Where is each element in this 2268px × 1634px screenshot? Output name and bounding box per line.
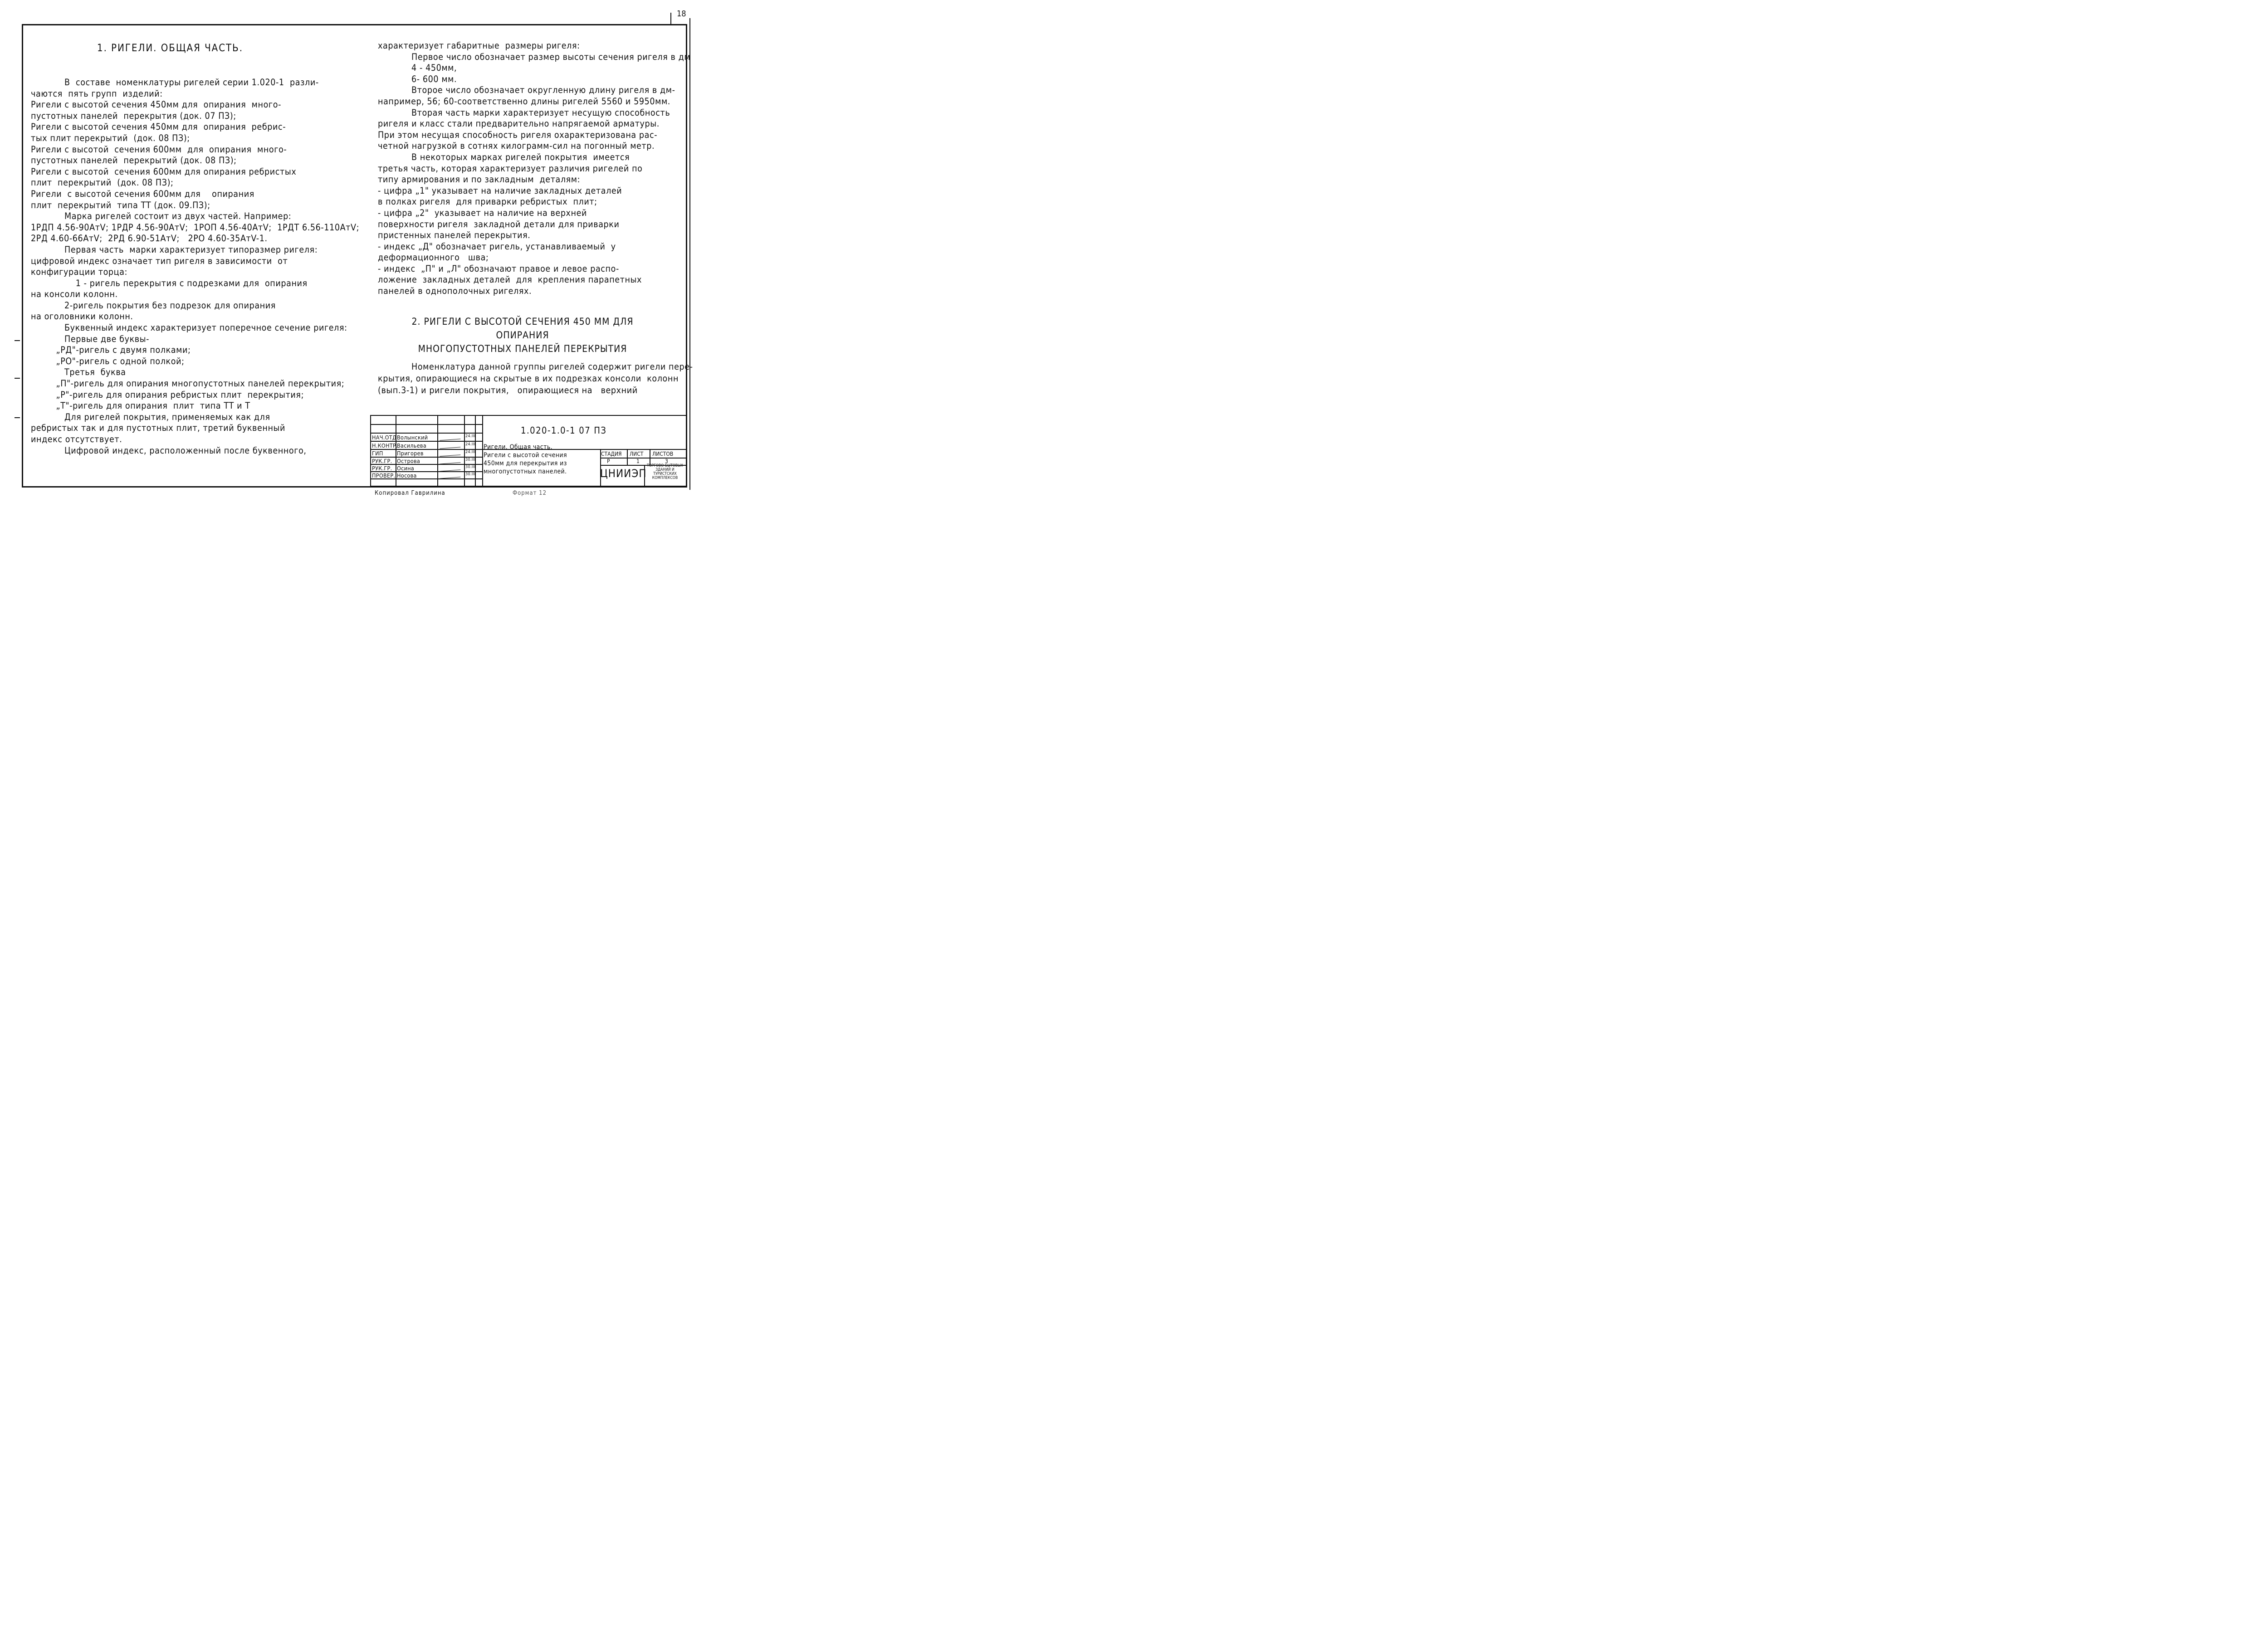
role-label: Н.КОНТР. xyxy=(372,442,398,449)
sign-date: 24.III xyxy=(465,442,475,447)
signature xyxy=(440,441,461,449)
role-label: ГИП xyxy=(372,450,383,457)
right-text-line: - цифра „2" указывает на наличие на верхней xyxy=(378,207,587,218)
sheet-value: 1 xyxy=(636,458,640,464)
right-text-line: четной нагрузкой в сотнях килограмм-сил на погонный метр. xyxy=(378,141,655,151)
left-text-line: чаются пять групп изделий: xyxy=(31,88,163,99)
section-heading-1: 1. РИГЕЛИ. ОБЩАЯ ЧАСТЬ. xyxy=(97,43,243,54)
sign-date: 30.III xyxy=(465,458,475,462)
left-text-line: пустотных панелей перекрытий (док. 08 ПЗ); xyxy=(31,155,237,166)
left-text-line: Ригели с высотой сечения 450мм для опирания ребрис- xyxy=(31,122,286,132)
person-name: Осина xyxy=(397,465,415,472)
sheet-number-divider xyxy=(670,13,671,24)
left-text-line: Первая часть марки характеризует типоразмер ригеля: xyxy=(31,244,318,255)
section-heading-2-line: 2. РИГЕЛИ С ВЫСОТОЙ СЕЧЕНИЯ 450 ММ ДЛЯ ОПИРАНИЯ xyxy=(411,316,634,341)
section-heading-2 xyxy=(402,315,643,356)
section-heading-2-line: МНОГОПУСТОТНЫХ ПАНЕЛЕЙ ПЕРЕКРЫТИЯ xyxy=(418,343,627,354)
sheet-number: 18 xyxy=(677,9,686,19)
organization-name: ЦНИИЭП xyxy=(600,467,647,480)
sign-date: 24.III xyxy=(465,434,475,439)
left-text-line: „Р"-ригель для опирания ребристых плит перекрытия; xyxy=(31,389,304,400)
right-text-line: - цифра „1" указывает на наличие закладных деталей xyxy=(378,185,622,196)
sign-date: 30.III xyxy=(465,465,475,469)
section-2-line: (вып.3-1) и ригели покрытия, опирающиеся на верхний xyxy=(378,385,638,395)
left-text-line: тых плит перекрытий (док. 08 ПЗ); xyxy=(31,132,190,143)
right-text-line: третья часть, которая характеризует различия ригелей по xyxy=(378,163,643,174)
margin-tick xyxy=(15,378,20,379)
sheets-value: 3 xyxy=(665,458,668,464)
document-title-line: Ригели с высотой сечения xyxy=(484,452,567,459)
right-text-line: 4 - 450мм, xyxy=(378,63,457,73)
right-text-line: пристенных панелей перекрытия. xyxy=(378,230,531,241)
left-text-line: индекс отсутствует. xyxy=(31,434,122,444)
right-text-line: При этом несущая способность ригеля охарактеризована рас- xyxy=(378,129,658,140)
title-block xyxy=(370,415,687,486)
left-text-line: на оголовники колонн. xyxy=(31,311,133,322)
role-label: РУК.ГР. xyxy=(372,458,392,464)
left-text-line: ребристых так и для пустотных плит, третий буквенный xyxy=(31,423,285,434)
left-text-line: Марка ригелей состоит из двух частей. Например: xyxy=(31,211,292,222)
left-text-line: Первые две буквы- xyxy=(31,333,150,344)
sign-date: 30.III xyxy=(465,472,475,477)
right-text-line: - индекс „Д" обозначает ригель, устанавливаемый у xyxy=(378,241,616,252)
copied-by: Копировал Гаврилина xyxy=(375,490,445,497)
left-text-line: плит перекрытий (док. 08 ПЗ); xyxy=(31,177,174,188)
signature xyxy=(440,471,461,478)
signature xyxy=(440,464,461,471)
person-name: Васильева xyxy=(397,442,427,449)
left-text-line: Цифровой индекс, расположенный после буквенного, xyxy=(31,445,307,456)
right-text-line: в полках ригеля для приварки ребристых плит; xyxy=(378,196,597,207)
left-text-line: плит перекрытий типа ТТ (док. 09.ПЗ); xyxy=(31,200,210,210)
person-name: Носова xyxy=(397,472,417,479)
right-text-line: 6- 600 мм. xyxy=(378,73,457,84)
section-2-paragraph xyxy=(378,361,693,396)
right-text-line: типу армирования и по закладным деталям: xyxy=(378,174,581,185)
left-text-line: Ригели с высотой сечения 600мм для опирания xyxy=(31,188,254,199)
left-text-line: 1РДП 4.56-90АтV; 1РДР 4.56-90АтV; 1РОП 4.56-40АтV; 1РДТ 6.56-110АтV; xyxy=(31,222,360,233)
left-text-line: на консоли колонн. xyxy=(31,289,118,300)
sign-date: 24.III xyxy=(465,450,475,454)
left-text-line: Ригели с высотой сечения 450мм для опирания много- xyxy=(31,99,281,110)
sheet-format: Формат 12 xyxy=(513,490,547,497)
left-text-line: цифровой индекс означает тип ригеля в зависимости от xyxy=(31,255,288,266)
left-text-line: 1 - ригель перекрытия с подрезками для опирания xyxy=(31,278,308,288)
left-text-line: Ригели с высотой сечения 600мм для опирания много- xyxy=(31,144,287,155)
left-text-line: 2РД 4.60-66АтV; 2РД 6.90-51АтV; 2РО 4.60-35АтV-1. xyxy=(31,233,268,244)
right-text-line: деформационного шва; xyxy=(378,252,489,263)
right-text-line: панелей в однополочных ригелях. xyxy=(378,286,532,297)
left-text-line: 2-ригель покрытия без подрезок для опирания xyxy=(31,300,276,311)
left-text-line: пустотных панелей перекрытия (док. 07 ПЗ); xyxy=(31,110,236,121)
right-text-line: ложение закладных деталей для крепления парапетных xyxy=(378,274,642,285)
right-text-line: - индекс „П" и „Л" обозначают правое и левое распо- xyxy=(378,263,619,274)
right-text-line: Первое число обозначает размер высоты сечения ригеля в дм xyxy=(378,51,691,62)
signature xyxy=(440,449,461,456)
stage-label: СТАДИЯ xyxy=(601,451,622,457)
left-text-line: Для ригелей покрытия, применяемых как для xyxy=(31,411,270,422)
left-text-line: В составе номенклатуры ригелей серии 1.020-1 разли- xyxy=(31,77,319,88)
left-text-line: „РО"-ригель с одной полкой; xyxy=(31,356,185,366)
left-text-line: Третья буква xyxy=(31,367,126,378)
stage-value: Р xyxy=(607,458,610,464)
document-title-line: многопустотных панелей. xyxy=(484,468,567,475)
section-2-line: крытия, опирающиеся на скрытые в их подрезках консоли колонн xyxy=(378,373,679,384)
left-text-line: Буквенный индекс характеризует поперечное сечение ригеля: xyxy=(31,322,347,333)
organization-full-name: ТОРГОВО-БЫТОВЫХ ЗДАНИЙ И ТУРИСТСКИХ КОМПЛЕКСОВ xyxy=(647,463,683,480)
document-title-line: Ригели. Общая часть. xyxy=(484,444,553,451)
right-text-line: характеризует габаритные размеры ригеля: xyxy=(378,40,580,51)
section-2-line: Номенклатура данной группы ригелей содержит ригели пере- xyxy=(378,361,693,372)
signature xyxy=(440,457,461,464)
margin-tick xyxy=(15,417,20,418)
left-text-line: Ригели с высотой сечения 600мм для опирания ребристых xyxy=(31,166,297,177)
right-text-line: Второе число обозначает округленную длину ригеля в дм- xyxy=(378,85,675,96)
sheets-label: ЛИСТОВ xyxy=(652,451,674,457)
role-label: РУК.ГР. xyxy=(372,465,392,472)
document-title-line: 450мм для перекрытия из xyxy=(484,460,567,467)
left-text-line: „РД"-ригель с двумя полками; xyxy=(31,345,191,356)
role-label: ПРОВЕР. xyxy=(372,472,396,479)
right-text-line: В некоторых марках ригелей покрытия имеется xyxy=(378,151,630,162)
signature xyxy=(440,433,461,440)
right-column-text xyxy=(378,40,690,297)
person-name: Острова xyxy=(397,458,420,464)
left-column-text xyxy=(31,77,359,456)
right-text-line: поверхности ригеля закладной детали для приварки xyxy=(378,219,620,229)
right-text-line: ригеля и класс стали предварительно напрягаемой арматуры. xyxy=(378,118,660,129)
person-name: Волынский xyxy=(397,434,428,441)
sheet-label: ЛИСТ xyxy=(630,451,644,457)
margin-tick xyxy=(15,340,20,341)
document-title xyxy=(484,443,567,476)
person-name: Пригорев xyxy=(397,450,424,457)
left-text-line: конфигурации торца: xyxy=(31,267,128,278)
left-text-line: „Т"-ригель для опирания плит типа ТТ и Т xyxy=(31,400,250,411)
role-label: НАЧ.ОТД xyxy=(372,434,397,441)
left-text-line: „П"-ригель для опирания многопустотных панелей перекрытия; xyxy=(31,378,345,389)
document-code: 1.020-1.0-1 07 ПЗ xyxy=(521,425,607,436)
right-text-line: например, 56; 60-соответственно длины ригелей 5560 и 5950мм. xyxy=(378,96,670,107)
right-text-line: Вторая часть марки характеризует несущую способность xyxy=(378,107,670,118)
